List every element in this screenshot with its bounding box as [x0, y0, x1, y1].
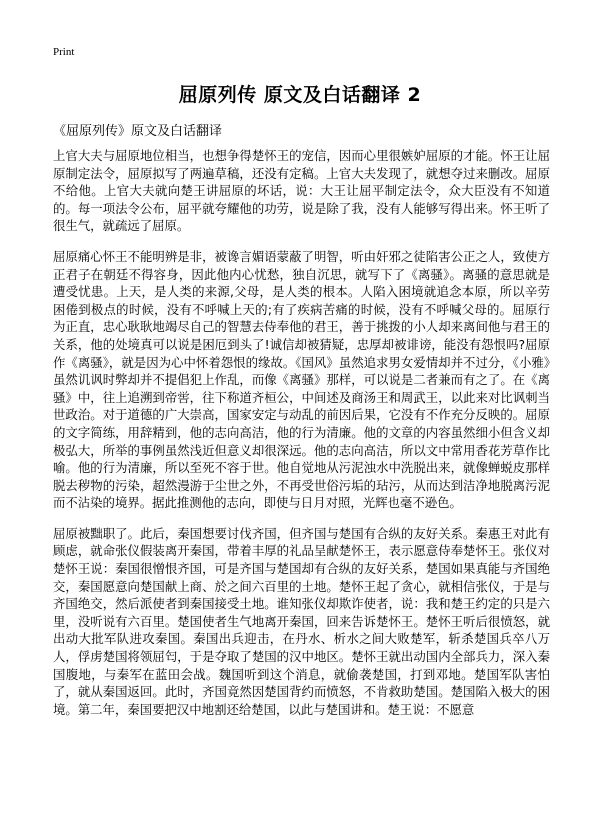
article-subtitle: 《屈原列传》原文及白话翻译: [53, 124, 223, 139]
page-title: 屈原列传 原文及白话翻译 2: [178, 84, 422, 106]
paragraph-2: 屈原痛心怀王不能明辨是非，被谗言媚语蒙蔽了明智，听由奸邪之徒陷害公正之人，致使方正君子在朝廷不得容身，因此他内心忧愁，独自沉思，就写下了《离骚》。离骚的意思就是遭受忧患。上天，是人类的来源,父母，是人类的根本。人陷入困境就追念本原，所以辛劳困倦到极点的时候，没有不呼喊上天的;有了疾病苦痛的时候，没有不呼喊父母的。屈原行为正直，忠心耿耿地竭尽自己的智慧去侍奉他的君王，善于挑拨的小人却来离间他与君王的关系，他的处境真可以说是困厄到头了!诚信却被猜疑，忠厚却被诽谤，能没有怨恨吗?屈原作《离骚》，就是因为心中怀着怨恨的缘故。《国风》虽然追求男女爱情却并不过分，《小雅》虽然讥讽时弊却并不提倡犯上作乱，而像《离骚》那样，可以说是二者兼而有之了。在《离骚》中，往上追溯到帝喾，往下称道齐桓公，中间述及商汤王和周武王，以此来对比讽刺当世政治。对于道德的广大崇高，国家安定与动乱的前因后果，它没有不作充分反映的。屈原的文字简练，用辞精到，他的志向高洁，他的行为清廉。他的文章的内容虽然细小但含义却极弘大，所举的事例虽然浅近但意义却很深远。他的志向高洁，所以文中常用香花芳草作比喻。他的行为清廉，所以至死不容于世。他自觉地从污泥浊水中洗脱出来，就像蝉蜕皮那样脱去秽物的污染，超然漫游于尘世之外，不再受世俗污垢的玷污，从而达到洁净地脱离污泥而不沾染的境界。据此推测他的志向，即使与日月对照，光辉也毫不逊色。: [53, 248, 550, 511]
print-link[interactable]: Print: [53, 46, 75, 58]
paragraph-1: 上官大夫与屈原地位相当，也想争得楚怀王的宠信，因而心里很嫉妒屈原的才能。怀王让屈原制定法令，屈原拟写了两遍草稿，还没有定稿。上官大夫发现了，就想夺过来删改。屈原不给他。上官大夫就向楚王讲屈原的坏话，说：大王让屈平制定法令，众大臣没有不知道的。每一项法令公布，屈平就夸耀他的功劳，说是除了我，没有人能够写得出来。怀王听了很生气，就疏远了屈原。: [53, 148, 550, 234]
paragraph-3: 屈原被黜职了。此后，秦国想要讨伐齐国，但齐国与楚国有合纵的友好关系。秦惠王对此有顾虑，就命张仪假装离开秦国，带着丰厚的礼品呈献楚怀王，表示愿意侍奉楚怀王。张仪对楚怀王说：秦国很憎恨齐国，可是齐国与楚国却有合纵的友好关系，楚国如果真能与齐国绝交，秦国愿意向楚国献上商、於之间六百里的土地。楚怀王起了贪心，就相信张仪，于是与齐国绝交，然后派使者到秦国接受土地。谁知张仪却欺诈使者，说：我和楚王约定的只是六里，没听说有六百里。楚国使者生气地离开秦国，回来告诉楚怀王。楚怀王听后很愤怒，就出动大批军队进攻秦国。秦国出兵迎击，在丹水、析水之间大败楚军，斩杀楚国兵卒八万人，俘虏楚国将领屈匄，于是夺取了楚国的汉中地区。楚怀王就出动国内全部兵力，深入秦国腹地，与秦军在蓝田会战。魏国听到这个消息，就偷袭楚国，打到邓地。楚国军队害怕了，就从秦国返回。此时，齐国竟然因楚国背约而愤怒，不肯救助楚国。楚国陷入极大的困境。第二年，秦国要把汉中地割还给楚国，以此与楚国讲和。楚王说：不愿意: [53, 525, 550, 717]
article-body: [53, 147, 550, 731]
